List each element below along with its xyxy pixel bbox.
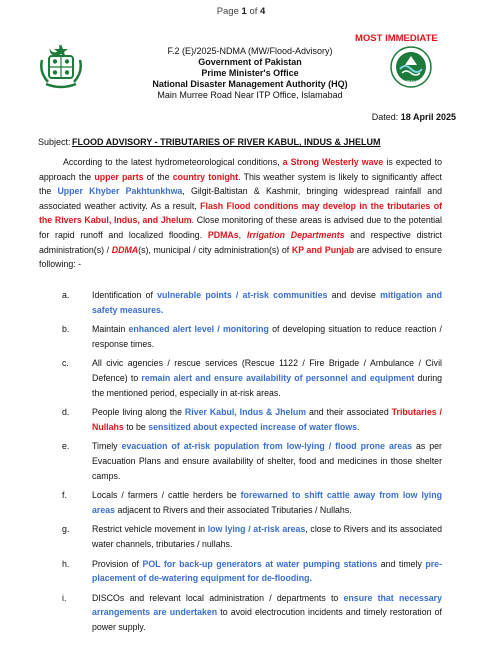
list-marker: e. (62, 441, 70, 452)
item-text: Tributaries / Nullahs (92, 407, 442, 432)
list-item (39, 356, 442, 400)
item-text: evacuation of at-risk population from low-lying / flood prone areas (121, 441, 413, 452)
list-marker: c. (62, 358, 69, 369)
item-text: Provision of (92, 558, 143, 569)
list-marker: b. (62, 324, 70, 335)
list-item (39, 488, 442, 517)
item-text: All civic agencies / rescue services (Rescue 1122 / Fire Brigade / Ambulance / Civil Defence) to (92, 358, 442, 383)
item-text: Identification of (92, 290, 158, 300)
item-text: People living along the (92, 407, 185, 418)
government-line: Government of Pakistan (198, 57, 302, 67)
list-marker: g. (62, 524, 70, 535)
list-marker: i. (62, 592, 67, 603)
item-text: Restrict vehicle movement in (92, 524, 208, 535)
item-text: Maintain (92, 324, 129, 335)
letterhead (120, 46, 380, 101)
authority-line: National Disaster Management Authority (HQ) (152, 79, 348, 89)
item-text: Timely (92, 441, 122, 452)
item-text: , close to Rivers and its associated water channels, tributaries / nullahs. (92, 524, 443, 549)
item-text: . (357, 421, 360, 432)
list-marker: h. (62, 558, 70, 569)
page-number: Page 1 of 4 (216, 6, 266, 17)
item-text: River Kabul, Indus & Jhelum (184, 407, 307, 418)
item-text: adjacent to Rivers and their associated Tributaries / Nullahs. (115, 504, 352, 515)
list-item (39, 322, 442, 351)
item-text: sensitized about expected increase of water flows (148, 421, 357, 432)
list-item (39, 405, 442, 434)
item-text: of developing situation to reduce reaction / response times. (92, 324, 442, 349)
government-emblem-icon (38, 40, 84, 90)
list-item (39, 288, 442, 317)
item-text: to avoid electrocution incidents and timely restoration of power supply. (92, 607, 442, 632)
item-text: Locals / farmers / cattle herders be (92, 490, 241, 501)
list-marker: d. (62, 407, 70, 418)
priority-flag: MOST IMMEDIATE (355, 33, 438, 44)
item-text: during the mentioned period, especially in at-risk areas. (92, 372, 442, 398)
advisory-list (39, 288, 442, 639)
subject-label: Subject: (38, 137, 71, 147)
item-text: and their associated (306, 407, 392, 418)
list-item (39, 557, 442, 586)
item-text: pre-placement of de-watering equipment for de-flooding. (92, 558, 442, 584)
item-text: remain alert and ensure availability of personnel and equipment (141, 372, 415, 383)
item-text: and devise (327, 290, 381, 300)
svg-text:NDMA: NDMA (403, 80, 419, 87)
intro-paragraph: According to the latest hydrometeorological conditions, a Strong Westerly wave is expected to approach the upper parts of the country tonight. This weather system is likely to significantly affect the Upper Khyber Pakhtunkhwa, Gilgit-Baltistan & Kashmir, bringing widespread rainfall and associated weather activity. As a result, Flash Flood conditions may develop in the tributaries of the Rivers Kabul, Indus, and Jhelum. Close monitoring of these areas is advised due to the potential for rapid runoff and localized flooding. PDMAs, Irrigation Departments and respective district administration(s) / DDMA(s), municipal / city administration(s) of KP and Punjab are advised to ensure following: - (39, 157, 443, 270)
office-line: Prime Minister's Office (201, 68, 299, 78)
list-item (39, 522, 442, 551)
item-text: vulnerable points / at-risk communities (157, 290, 328, 300)
item-text: POL for back-up generators at water pumping stations (142, 558, 378, 569)
ndma-emblem-icon (390, 46, 432, 88)
item-text: as per Evacuation Plans and ensure availability of shelter, food and medicines in those shelter camps. (92, 441, 442, 481)
item-text: mitigation and safety measures. (92, 290, 442, 315)
date-line: Dated: 18 April 2025 (371, 112, 456, 122)
list-item (39, 591, 442, 635)
item-text: and timely (377, 558, 426, 569)
subject-line (38, 137, 381, 147)
reference-number: F.2 (E)/2025-NDMA (MW/Flood-Advisory) (167, 46, 333, 56)
item-text: enhanced alert level / monitoring (128, 324, 269, 335)
item-text: forewarned to shift cattle away from low lying areas (92, 490, 442, 515)
list-marker: a. (62, 290, 70, 300)
item-text: ensure that necessary arrangements are undertaken (92, 592, 442, 618)
item-text: low lying / at-risk areas (207, 524, 306, 535)
item-text: to be (123, 421, 149, 432)
list-item (39, 439, 442, 483)
address-line: Main Murree Road Near ITP Office, Islamabad (157, 90, 343, 100)
list-marker: f. (62, 490, 67, 501)
item-text: DISCOs and relevant local administration / departments to (92, 592, 344, 603)
subject-title: FLOOD ADVISORY - TRIBUTARIES OF RIVER KABUL, INDUS & JHELUM (72, 137, 381, 147)
ndma-logo (390, 46, 432, 88)
